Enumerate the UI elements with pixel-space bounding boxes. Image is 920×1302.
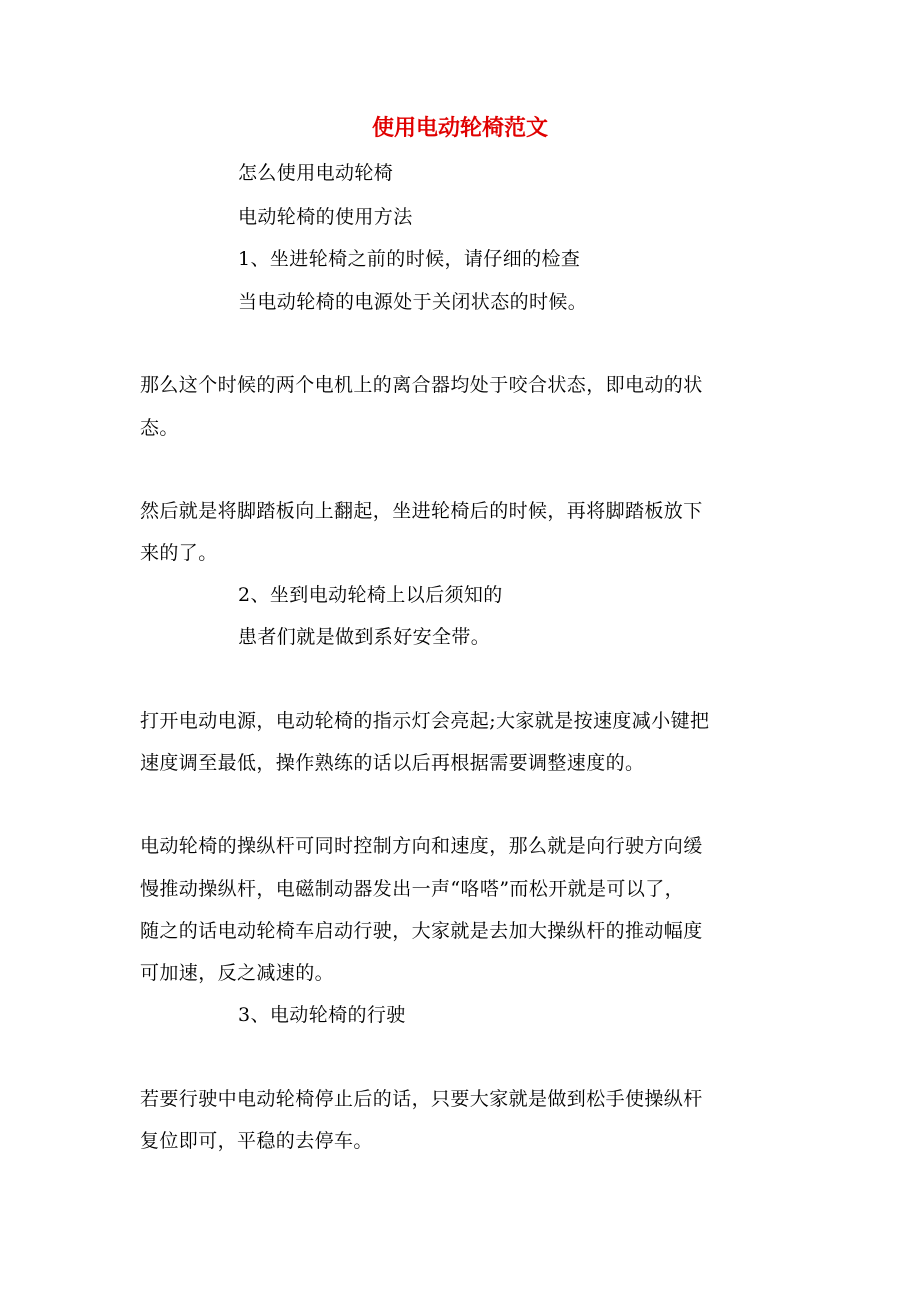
paragraph-line: 复位即可，平稳的去停车。 [140, 1130, 373, 1152]
paragraph-line: 随之的话电动轮椅车启动行驶，大家就是去加大操纵杆的推动幅度 [140, 920, 703, 942]
heading-how-to-use: 怎么使用电动轮椅 [238, 162, 394, 184]
step-1-heading: 1、坐进轮椅之前的时候，请仔细的检查 [238, 248, 581, 270]
paragraph-line: 电动轮椅的操纵杆可同时控制方向和速度，那么就是向行驶方向缓 [140, 835, 703, 857]
paragraph-line: 打开电动电源，电动轮椅的指示灯会亮起;大家就是按速度减小键把 [140, 710, 710, 732]
paragraph-line: 速度调至最低，操作熟练的话以后再根据需要调整速度的。 [140, 752, 645, 774]
heading-usage-method: 电动轮椅的使用方法 [238, 206, 413, 228]
step-3-heading: 3、电动轮椅的行驶 [238, 1004, 406, 1026]
paragraph-line: 若要行驶中电动轮椅停止后的话，只要大家就是做到松手使操纵杆 [140, 1088, 703, 1110]
paragraph-line: 当电动轮椅的电源处于关闭状态的时候。 [238, 291, 588, 313]
paragraph-line: 可加速，反之减速的。 [140, 962, 335, 984]
paragraph-line: 那么这个时候的两个电机上的离合器均处于咬合状态，即电动的状 [140, 374, 703, 396]
paragraph-line: 态。 [140, 417, 179, 439]
step-2-heading: 2、坐到电动轮椅上以后须知的 [238, 584, 503, 606]
document-title: 使用电动轮椅范文 [371, 116, 548, 141]
paragraph-line: 患者们就是做到系好安全带。 [238, 626, 491, 648]
paragraph-line: 来的了。 [140, 542, 218, 564]
paragraph-line: 慢推动操纵杆，电磁制动器发出一声“咯嗒”而松开就是可以了， [140, 878, 685, 900]
paragraph-line: 然后就是将脚踏板向上翻起，坐进轮椅后的时候，再将脚踏板放下 [140, 500, 703, 522]
